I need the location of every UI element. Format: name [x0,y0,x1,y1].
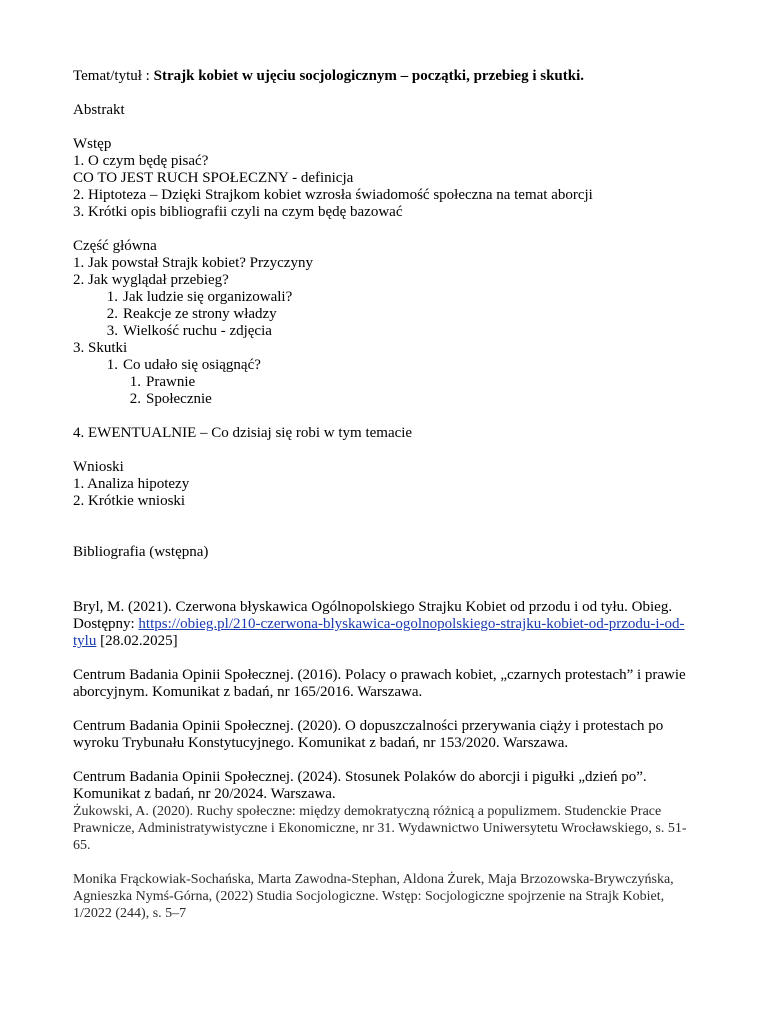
bibliography-entry: Żukowski, A. (2020). Ruchy społeczne: między demokratyczną różnicą a populizmem. Studenckie Prace Prawnicze, Administratywistyczne i Ekonomiczne, nr 31. Wydawnictwo Uniwersytetu Wrocławskiego, s. 51-65. [73,804,687,853]
list-item [73,391,695,408]
reference-access-date: [28.02.2025] [96,633,178,649]
bibliography-entry: Centrum Badania Opinii Społecznej. (2016). Polacy o prawach kobiet, „czarnych protestach” i prawie aborcyjnym. Komunikat z badań, nr 165/2016. Warszawa. [73,667,686,700]
abstract-heading: Abstrakt [73,102,125,118]
list-item [73,357,695,374]
conclusions-heading: Wnioski [73,459,124,475]
list-number: 1. [106,357,118,373]
list-text: Społecznie [146,391,212,407]
conclusions-line: 2. Krótkie wnioski [73,493,186,509]
sublist-effects [73,357,695,374]
list-number: 1. [106,289,118,305]
list-text: Prawnie [146,374,196,390]
intro-heading: Wstęp [73,136,112,152]
list-item [73,323,695,340]
bibliography-entry [73,599,695,650]
intro-line: 3. Krótki opis bibliografii czyli na czym będę bazować [73,204,403,220]
list-text: Co udało się osiągnąć? [123,357,261,373]
list-text: Reakcje ze strony władzy [123,306,277,322]
reference-text: Bryl, M. (2021). Czerwona błyskawica Ogólnopolskiego Strajku Kobiet od przodu i od tyłu. Obieg. Dostępny: [73,599,673,632]
title-line [73,68,695,85]
list-item [73,306,695,323]
conclusions-line: 1. Analiza hipotezy [73,476,190,492]
list-item [73,289,695,306]
intro-line: 1. O czym będę pisać? [73,153,209,169]
main-line: 3. Skutki [73,340,128,356]
list-number: 1. [129,374,141,390]
list-item [73,374,695,391]
list-text: Wielkość ruchu - zdjęcia [123,323,272,339]
main-line: 1. Jak powstał Strajk kobiet? Przyczyny [73,255,313,271]
list-number: 3. [106,323,118,339]
bibliography-entry: Monika Frąckowiak-Sochańska, Marta Zawodna-Stephan, Aldona Żurek, Maja Brzozowska-Brywczyńska, Agnieszka Nymś-Górna, (2022) Studia Socjologiczne. Wstęp: Socjologiczne spojrzenie na Strajk Kobiet, 1/2022 (244), s. 5–7 [73,872,674,921]
main-heading: Część główna [73,238,157,254]
intro-line: 2. Hiptoteza – Dzięki Strajkom kobiet wzrosła świadomość społeczna na temat aborcji [73,187,593,203]
main-line: 2. Jak wyglądał przebieg? [73,272,229,288]
bibliography-heading: Bibliografia (wstępna) [73,544,209,560]
bibliography-entry: Centrum Badania Opinii Społecznej. (2020). O dopuszczalności przerywania ciąży i protestach po wyroku Trybunału Konstytucyjnego. Komunikat z badań, nr 153/2020. Warszawa. [73,718,664,751]
bibliography-entry: Centrum Badania Opinii Społecznej. (2024). Stosunek Polaków do aborcji i pigułki „dzień po”. Komunikat z badań, nr 20/2024. Warszawa. [73,769,647,802]
document-body [73,68,695,922]
intro-line: CO TO JEST RUCH SPOŁECZNY - definicja [73,170,354,186]
sublist-effects-nested [73,374,695,408]
sublist-course [73,289,695,340]
document-title: Strajk kobiet w ujęciu socjologicznym – początki, przebieg i skutki. [153,68,585,84]
title-prefix: Temat/tytuł : [73,68,154,84]
list-number: 2. [129,391,141,407]
main-line: 4. EWENTUALNIE – Co dzisiaj się robi w tym temacie [73,425,413,441]
list-number: 2. [106,306,118,322]
reference-link[interactable]: https://obieg.pl/210-czerwona-blyskawica-ogolnopolskiego-strajku-kobiet-od-przodu-i-od-tylu [73,616,685,649]
list-text: Jak ludzie się organizowali? [123,289,293,305]
